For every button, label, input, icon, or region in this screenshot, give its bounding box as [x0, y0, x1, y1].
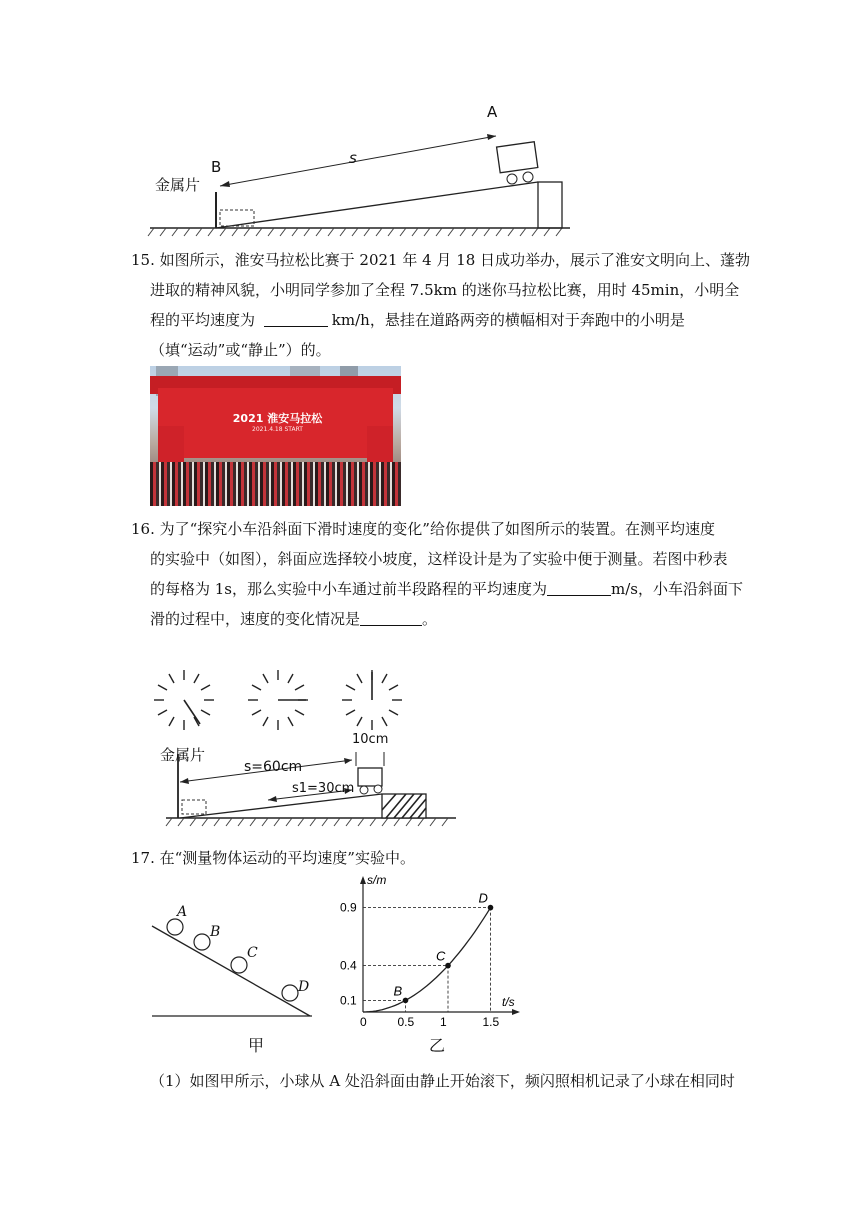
x-axis-arrow [512, 1009, 520, 1015]
figure-jia-caption: 甲 [248, 1036, 265, 1055]
ball-label-c: C [247, 945, 258, 961]
q16-line1 [131, 514, 715, 544]
q16-line3 [150, 574, 743, 604]
stopwatch-1 [152, 668, 216, 732]
q16-length-label: 10cm [352, 732, 389, 747]
y-tick-label: 0.9 [340, 900, 357, 915]
q16-number: 16. [131, 520, 155, 538]
s-label: s [349, 149, 357, 167]
q15-line3 [150, 305, 685, 335]
q15-text-1: 如图所示，淮安马拉松比赛于 2021 年 4 月 18 日成功举办，展示了淮安文明向上、蓬勃 [159, 251, 751, 269]
q16-text-1: 为了“探究小车沿斜面下滑时速度的变化”给你提供了如图所示的装置。在测平均速度 [159, 520, 715, 538]
point-label: C [436, 948, 446, 964]
marathon-photo [150, 366, 401, 506]
y-tick-label: 0.4 [340, 958, 357, 973]
data-point [488, 905, 494, 911]
stopwatch-2 [246, 668, 310, 732]
q16-s-label: s=60cm [244, 759, 303, 775]
q15-text-3a: 程的平均速度为 [150, 311, 256, 329]
data-point [445, 963, 451, 969]
arch-title: 2021 淮安马拉松 [232, 412, 323, 425]
x-tick-label: 0.5 [397, 1015, 415, 1029]
y-tick-label: 0.1 [340, 993, 357, 1008]
x-tick-label: 1 [440, 1015, 447, 1029]
q17-line1 [131, 843, 415, 873]
figure-jia [148, 898, 318, 1023]
x-tick-label: 0 [360, 1015, 367, 1029]
q15-line2: 进取的精神风貌，小明同学参加了全程 7.5km 的迷你马拉松比赛，用时 45min，小明全 [150, 281, 740, 299]
figure-yi-caption: 乙 [429, 1036, 446, 1055]
q15-number: 15. [131, 251, 155, 269]
q15-line4 [150, 335, 331, 365]
ball-label-a: A [177, 904, 188, 920]
q16-text-3a: 的每格为 1s，那么实验中小车通过前半段路程的平均速度为 [150, 580, 548, 598]
q17-number: 17. [131, 849, 155, 867]
ball-label-b: B [210, 924, 221, 940]
y-axis-arrow [360, 876, 366, 884]
q17-part1: （1）如图甲所示，小球从 A 处沿斜面由静止开始滚下，频闪照相机记录了小球在相同时 [150, 1072, 735, 1090]
q17-text-1: 在“测量物体运动的平均速度”实验中。 [159, 849, 415, 867]
ball-label-d: D [298, 979, 310, 995]
x-axis-label: t/s [502, 995, 515, 1009]
st-chart [330, 870, 530, 1030]
q16-line4 [150, 604, 437, 634]
point-b-label: B [211, 158, 222, 176]
q16-text-4: 滑的过程中，速度的变化情况是 [150, 610, 361, 628]
q16-line2: 的实验中（如图），斜面应选择较小坡度，这样设计是为了实验中便于测量。若图中秒表 [150, 550, 728, 568]
stopwatch-3 [340, 668, 404, 732]
q15-text-4: （填“运动”或“静止”）的。 [150, 341, 331, 359]
q16-text-4-end: 。 [422, 610, 438, 628]
q16-answer-blank-1[interactable] [547, 577, 611, 596]
st-curve [363, 908, 491, 1012]
q16-answer-blank-2[interactable] [360, 607, 422, 626]
y-axis-label: s/m [367, 873, 387, 887]
q15-answer-blank[interactable] [264, 308, 328, 327]
incline-figure-top [140, 100, 580, 240]
point-a-label: A [487, 103, 498, 121]
q15-text-3b: km/h，悬挂在道路两旁的横幅相对于奔跑中的小明是 [331, 311, 685, 329]
arch-subtitle: 2021.4.18 START [252, 426, 303, 433]
point-label: D [478, 890, 488, 906]
x-tick-label: 1.5 [482, 1015, 500, 1029]
metal-sheet-label: 金属片 [155, 176, 201, 194]
data-point [403, 998, 409, 1004]
runner-crowd [150, 462, 401, 506]
q16-metal-sheet-label: 金属片 [160, 746, 206, 764]
q16-s1-label: s1=30cm [292, 781, 355, 796]
q15-line1 [131, 245, 750, 275]
q16-text-3b: m/s，小车沿斜面下 [611, 580, 743, 598]
point-label: B [393, 983, 403, 999]
